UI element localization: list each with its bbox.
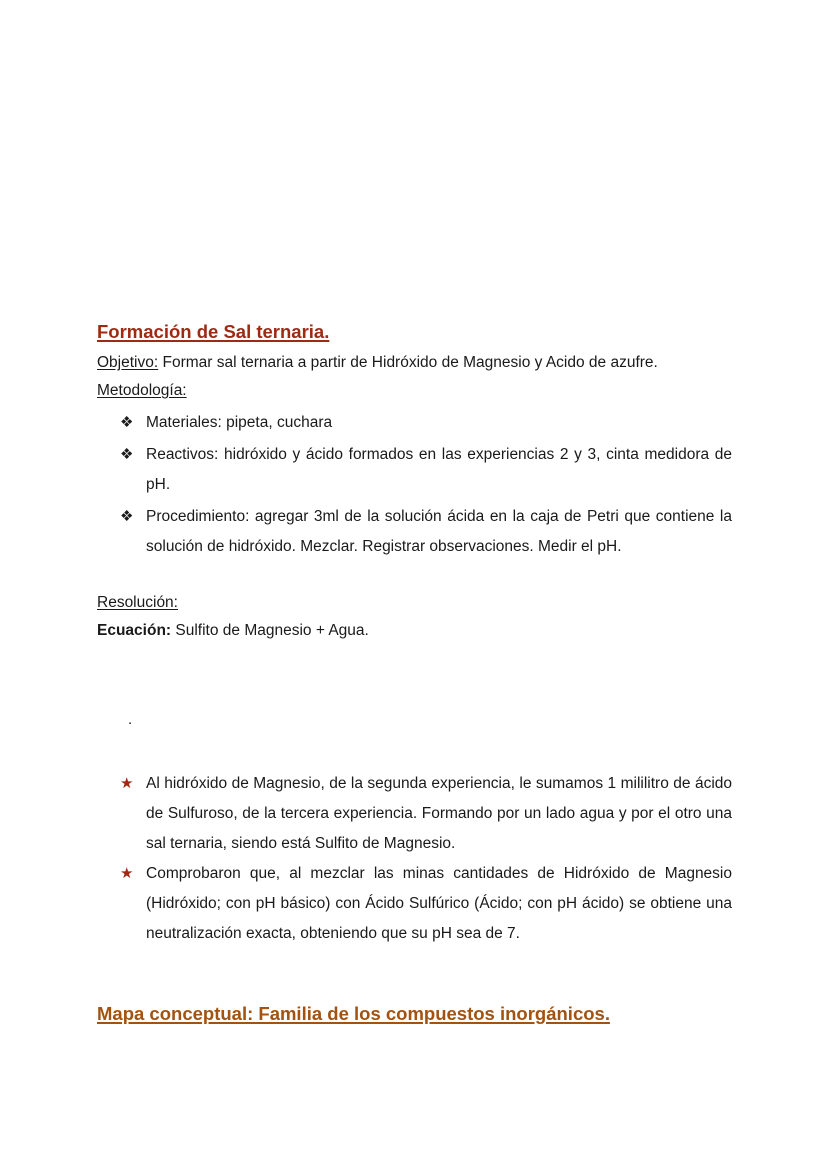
- diamond-bullet-icon: ❖: [120, 446, 134, 463]
- list-item: [120, 859, 732, 949]
- objective-line: [97, 353, 658, 373]
- methodology-item-text: Procedimiento: agregar 3ml de la solución ácida en la caja de Petri que contiene la solución de hidróxido. Mezclar. Registrar observaciones. Medir el pH.: [146, 508, 732, 555]
- results-list: [120, 769, 732, 949]
- equation-line: [97, 621, 369, 641]
- resolution-label: Resolución:: [97, 594, 178, 611]
- result-item-text: Comprobaron que, al mezclar las minas cantidades de Hidróxido de Magnesio (Hidróxido; con pH básico) con Ácido Sulfúrico (Ácido; con pH ácido) se obtiene una neutralización exacta, obteniendo que su pH sea de 7.: [146, 865, 732, 942]
- list-item: [120, 440, 732, 500]
- result-item-text: Al hidróxido de Magnesio, de la segunda experiencia, le sumamos 1 mililitro de ácido de Sulfuroso, de la tercera experiencia. Formando por un lado agua y por el otro una sal ternaria, siendo está Sulfito de Magnesio.: [146, 775, 732, 852]
- list-item: [120, 502, 732, 562]
- stray-dot: .: [128, 711, 133, 728]
- equation-label: Ecuación:: [97, 622, 172, 639]
- methodology-label: Metodología:: [97, 382, 187, 399]
- diamond-bullet-icon: ❖: [120, 508, 134, 525]
- section-title-sal-ternaria: Formación de Sal ternaria.: [97, 321, 330, 342]
- objective-text: Formar sal ternaria a partir de Hidróxido de Magnesio y Acido de azufre.: [158, 354, 658, 371]
- resolution-line: [97, 593, 178, 613]
- equation-text: Sulfito de Magnesio + Agua.: [171, 622, 369, 639]
- methodology-item-text: Materiales: pipeta, cuchara: [146, 414, 333, 431]
- section-title-mapa-conceptual: Mapa conceptual: Familia de los compuestos inorgánicos.: [97, 1003, 610, 1024]
- objective-label: Objetivo:: [97, 354, 159, 371]
- methodology-line: [97, 381, 187, 401]
- star-bullet-icon: ★: [120, 865, 134, 882]
- methodology-item-text: Reactivos: hidróxido y ácido formados en las experiencias 2 y 3, cinta medidora de pH.: [146, 446, 732, 493]
- star-bullet-icon: ★: [120, 775, 134, 792]
- methodology-list: [120, 408, 732, 564]
- list-item: [120, 408, 732, 438]
- diamond-bullet-icon: ❖: [120, 414, 134, 431]
- list-item: [120, 769, 732, 859]
